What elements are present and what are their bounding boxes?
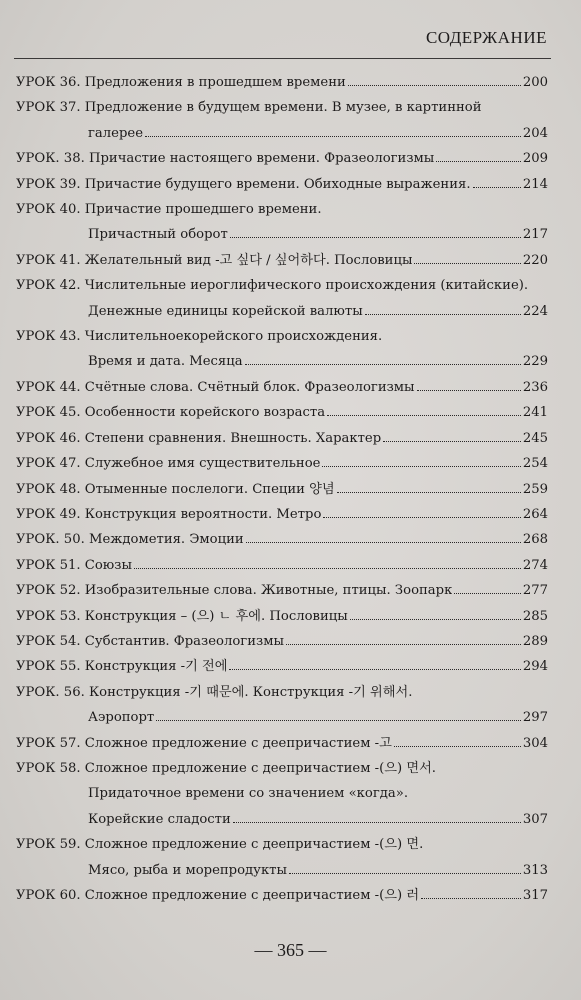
toc-entry-page-number: 259 <box>522 481 548 497</box>
toc-entry-page-number: 294 <box>522 659 548 675</box>
dot-leader <box>323 517 520 518</box>
toc-entry-page-number: 285 <box>522 608 548 624</box>
toc-entry-page-number: 313 <box>522 862 548 878</box>
toc-entry <box>16 756 548 832</box>
toc-entry-text: Денежные единицы корейской валюты <box>88 303 363 319</box>
toc-entry <box>16 273 548 324</box>
toc-entry-text: УРОК 58. Сложное предложение с деепричастием -(으) 면서. <box>16 760 437 776</box>
toc-entry <box>16 324 548 375</box>
dot-leader <box>134 568 521 569</box>
toc-entry <box>16 680 548 731</box>
toc-entry-page-number: 254 <box>522 456 548 472</box>
toc-entry-text: УРОК 37. Предложение в будущем времени. В музее, в картинной <box>16 100 482 116</box>
toc-entry-page-number: 241 <box>522 405 548 421</box>
table-of-contents <box>16 70 548 908</box>
dot-leader <box>327 415 521 416</box>
toc-entry-text: Аэропорт <box>88 710 155 726</box>
toc-entry-title-line <box>16 375 548 400</box>
toc-entry <box>16 451 548 476</box>
page-header-title: СОДЕРЖАНИЕ <box>425 28 547 47</box>
toc-entry-title-line <box>16 400 548 425</box>
toc-entry-title-line <box>16 756 548 781</box>
dot-leader <box>245 364 521 365</box>
toc-entry-text: УРОК 36. Предложения в прошедшем времени <box>16 75 346 90</box>
toc-entry <box>16 629 548 654</box>
toc-entry-title-line <box>16 95 548 120</box>
toc-entry-title-line <box>16 654 548 679</box>
toc-entry <box>16 654 548 679</box>
toc-entry <box>16 400 548 425</box>
dot-leader <box>414 263 520 264</box>
dot-leader <box>383 441 521 442</box>
toc-entry-text: УРОК 51. Союзы <box>16 557 132 573</box>
toc-entry <box>16 426 548 451</box>
toc-entry-text: УРОК 45. Особенности корейского возраста <box>16 405 326 421</box>
dot-leader <box>394 746 521 747</box>
dot-leader <box>417 390 521 391</box>
toc-entry-continuation-line <box>16 705 548 730</box>
toc-entry-title-line <box>16 527 548 552</box>
toc-entry-continuation-line <box>16 858 548 883</box>
toc-entry-title-line <box>16 477 548 502</box>
toc-entry-title-line <box>16 832 548 857</box>
dot-leader <box>230 237 521 238</box>
toc-entry-text: Причастный оборот <box>88 227 228 243</box>
dot-leader <box>350 619 521 620</box>
dot-leader <box>337 492 521 493</box>
toc-entry-continuation-line <box>16 222 548 247</box>
toc-entry-page-number: 304 <box>522 735 548 751</box>
toc-entry-title-line <box>16 502 548 527</box>
toc-entry-title-line <box>16 451 548 476</box>
dot-leader <box>454 593 520 594</box>
toc-entry-text: УРОК 52. Изобразительные слова. Животные, птицы. Зоопарк <box>16 583 453 599</box>
toc-entry-text: УРОК 48. Отыменные послелоги. Специи 양념 <box>16 481 335 497</box>
toc-entry <box>16 883 548 908</box>
toc-entry-page-number: 317 <box>522 888 548 903</box>
toc-entry-title-line <box>16 731 548 756</box>
page-number: — 365 — <box>254 940 327 960</box>
toc-entry <box>16 604 548 629</box>
dot-leader <box>229 669 520 670</box>
toc-entry-continuation-line <box>16 349 548 374</box>
toc-entry-text: Придаточное времени со значением «когда». <box>88 786 409 802</box>
toc-entry-text: УРОК 46. Степени сравнения. Внешность. Характер <box>16 430 382 446</box>
toc-entry-title-line <box>16 70 548 95</box>
toc-entry-continuation-line <box>16 781 548 806</box>
toc-entry-text: УРОК 44. Счётные слова. Счётный блок. Фразеологизмы <box>16 379 415 395</box>
toc-entry-page-number: 214 <box>522 176 548 192</box>
toc-entry <box>16 477 548 502</box>
dot-leader <box>421 898 521 899</box>
toc-entry <box>16 553 548 578</box>
toc-entry-text: УРОК. 38. Причастие настоящего времени. Фразеологизмы <box>16 151 435 167</box>
toc-entry-text: УРОК 41. Желательный вид -고 싶다 / 싶어하다. Пословицы <box>16 252 413 268</box>
toc-entry-page-number: 220 <box>522 252 548 268</box>
toc-entry-page-number: 209 <box>522 151 548 167</box>
toc-entry-page-number: 217 <box>522 227 548 243</box>
toc-entry-text: УРОК 57. Сложное предложение с деепричастием -고 <box>16 735 392 751</box>
toc-entry <box>16 502 548 527</box>
toc-entry-text: УРОК. 50. Междометия. Эмоции <box>16 532 244 548</box>
toc-entry-title-line <box>16 248 548 273</box>
dot-leader <box>322 466 520 467</box>
toc-entry-page-number: 224 <box>522 303 548 319</box>
toc-entry-title-line <box>16 629 548 654</box>
toc-entry-text: Время и дата. Месяца <box>88 354 243 370</box>
toc-entry-text: УРОК 53. Конструкция – (으) ㄴ 후에. Пословицы <box>16 608 348 624</box>
toc-entry <box>16 172 548 197</box>
toc-entry <box>16 527 548 552</box>
toc-entry-text: УРОК 54. Субстантив. Фразеологизмы <box>16 633 284 649</box>
toc-entry-title-line <box>16 172 548 197</box>
toc-entry-text: УРОК 39. Причастие будущего времени. Обиходные выражения. <box>16 176 471 192</box>
toc-entry-page-number: 236 <box>522 379 548 395</box>
toc-entry-page-number: 229 <box>522 354 548 370</box>
dot-leader <box>436 161 521 162</box>
toc-entry-text: галерее <box>88 125 144 141</box>
toc-entry <box>16 578 548 603</box>
toc-entry-page-number: 268 <box>522 532 548 548</box>
toc-entry-page-number: 200 <box>522 75 548 90</box>
toc-entry-page-number: 307 <box>522 811 548 827</box>
toc-entry-title-line <box>16 553 548 578</box>
toc-entry-text: УРОК 42. Числительные иероглифического происхождения (китайские). <box>16 278 529 294</box>
toc-entry-page-number: 277 <box>522 583 548 599</box>
toc-entry-title-line <box>16 426 548 451</box>
dot-leader <box>233 822 521 823</box>
toc-entry-title-line <box>16 604 548 629</box>
header-rule <box>14 58 551 59</box>
dot-leader <box>145 136 521 137</box>
dot-leader <box>286 644 521 645</box>
toc-entry-title-line <box>16 578 548 603</box>
toc-entry-text: Мясо, рыба и морепродукты <box>88 862 287 878</box>
toc-entry <box>16 375 548 400</box>
toc-entry-text: УРОК 43. Числительноекорейского происхождения. <box>16 329 383 345</box>
toc-entry-title-line <box>16 324 548 349</box>
toc-entry-title-line <box>16 197 548 222</box>
dot-leader <box>473 187 521 188</box>
toc-entry-continuation-line <box>16 807 548 832</box>
toc-entry <box>16 70 548 95</box>
toc-entry-title-line <box>16 146 548 171</box>
toc-entry-text: УРОК 47. Служебное имя существительное <box>16 456 321 472</box>
toc-entry-text: УРОК 40. Причастие прошедшего времени. <box>16 202 322 218</box>
toc-entry-title-line <box>16 680 548 705</box>
dot-leader <box>246 542 521 543</box>
toc-entry <box>16 146 548 171</box>
toc-entry-text: Корейские сладости <box>88 811 231 827</box>
toc-entry-title-line <box>16 273 548 298</box>
dot-leader <box>156 720 521 721</box>
toc-entry-text: УРОК 55. Конструкция -기 전에 <box>16 659 228 675</box>
toc-entry <box>16 248 548 273</box>
toc-entry-title-line <box>16 883 548 908</box>
toc-entry-page-number: 289 <box>522 633 548 649</box>
toc-entry-text: УРОК 60. Сложное предложение с деепричастием -(으) 러 <box>16 888 420 903</box>
dot-leader <box>365 314 521 315</box>
toc-entry <box>16 197 548 248</box>
toc-entry-continuation-line <box>16 121 548 146</box>
toc-entry-page-number: 245 <box>522 430 548 446</box>
toc-entry <box>16 731 548 756</box>
toc-entry-text: УРОК 49. Конструкция вероятности. Метро <box>16 506 322 522</box>
toc-entry-page-number: 204 <box>522 125 548 141</box>
toc-entry-continuation-line <box>16 299 548 324</box>
toc-entry <box>16 832 548 883</box>
toc-entry-page-number: 274 <box>522 557 548 573</box>
toc-entry-text: УРОК. 56. Конструкция -기 때문에. Конструкция -기 위해서. <box>16 684 413 700</box>
dot-leader <box>348 85 521 86</box>
toc-entry <box>16 95 548 146</box>
toc-entry-page-number: 297 <box>522 710 548 726</box>
toc-entry-page-number: 264 <box>522 506 548 522</box>
dot-leader <box>289 873 521 874</box>
toc-entry-text: УРОК 59. Сложное предложение с деепричастием -(으) 면. <box>16 837 424 853</box>
